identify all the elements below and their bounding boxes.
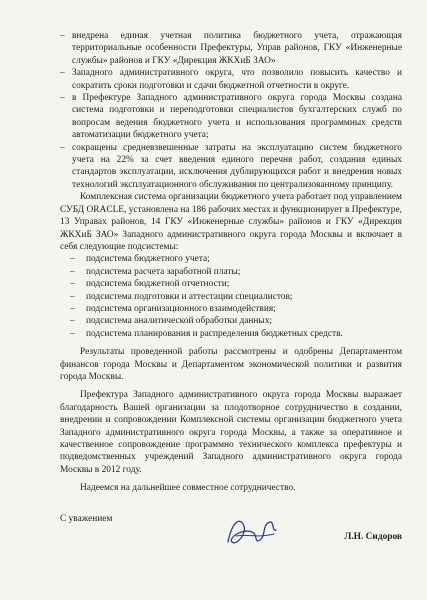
gratitude-paragraph: Префектура Западного административного округа города Москвы выражает благодарность Вашей организации за плодотворное сотрудничество в создании, внедрении и сопровождении Комплексной системы организации бюджетного учета Западного административного округа города Москвы, а также за оперативное и качественное сопровождение программно технического комплекса префектуры и подведомственных учреждений Западного административного округа города Москвы в 2012 году. — [60, 390, 402, 475]
results-paragraph: Результаты проведенной работы рассмотрены и одобрены Департаментом финансов города Москвы и Департаментом экономической политики и развития города Москвы. — [60, 347, 402, 382]
achievements-list — [60, 30, 402, 191]
handwritten-signature-icon — [222, 512, 282, 552]
list-item: – подсистема подготовки и аттестации специалистов; — [60, 291, 402, 303]
list-item: – подсистема бюджетной отчетности; — [60, 278, 402, 290]
complex-system-paragraph: Комплексная система организации бюджетного учета работает под управлением СУБД ORACLE, установлена на 186 рабочих местах и функционирует в Префектуре, 13 Управах районов, 14 ГКУ «Инженерные службы» районов и ГКУ «Дирекция ЖКХиБ ЗАО» Западного административного округа города Москвы и включает в себя следующие подсистемы: — [60, 192, 402, 252]
list-item: – сокращены средневзвешенные затраты на эксплуатацию систем бюджетного учета на 22% за счет введения единого перечня работ, создания единых стандартов эксплуатации, исключения дублирующихся работ и внедрения новых технологий эксплуатационного обслуживания по централизованному принципу. — [60, 142, 402, 192]
signer-name: Л.Н. Сидоров — [344, 532, 402, 542]
list-item: – подсистема аналитической обработки данных; — [60, 315, 402, 327]
signature-block — [60, 512, 402, 552]
list-item: – внедрена единая учетная политика бюджетного учета, отражающая территориальные особенности Префектуры, Управ районов, ГКУ «Инженерные службы» районов и ГКУ «Дирекция ЖКХиБ ЗАО» — [60, 30, 402, 67]
subsystems-list — [60, 253, 402, 340]
list-item: – подсистема расчета заработной платы; — [60, 266, 402, 278]
closing-paragraph: Надеемся на дальнейшее совместное сотрудничество. — [80, 483, 296, 494]
list-item: – подсистема бюджетного учета; — [60, 253, 402, 265]
list-item: – подсистема организационного взаимодействия; — [60, 303, 402, 315]
list-item: – Западного административного округа, что позволило повысить качество и сократить сроки подготовки и сдачи бюджетной отчетности в округе. — [60, 67, 402, 92]
greeting-text: С уважением — [60, 514, 113, 524]
list-item: – в Префектуре Западного административного округа города Москвы создана система подготовки и переподготовки специалистов бухгалтерских служб по вопросам ведения бюджетного учета и использования программных средств автоматизации бюджетного учета; — [60, 92, 402, 142]
list-item: – подсистема планирования и распределения бюджетных средств. — [60, 328, 402, 340]
letter-body — [60, 30, 402, 495]
